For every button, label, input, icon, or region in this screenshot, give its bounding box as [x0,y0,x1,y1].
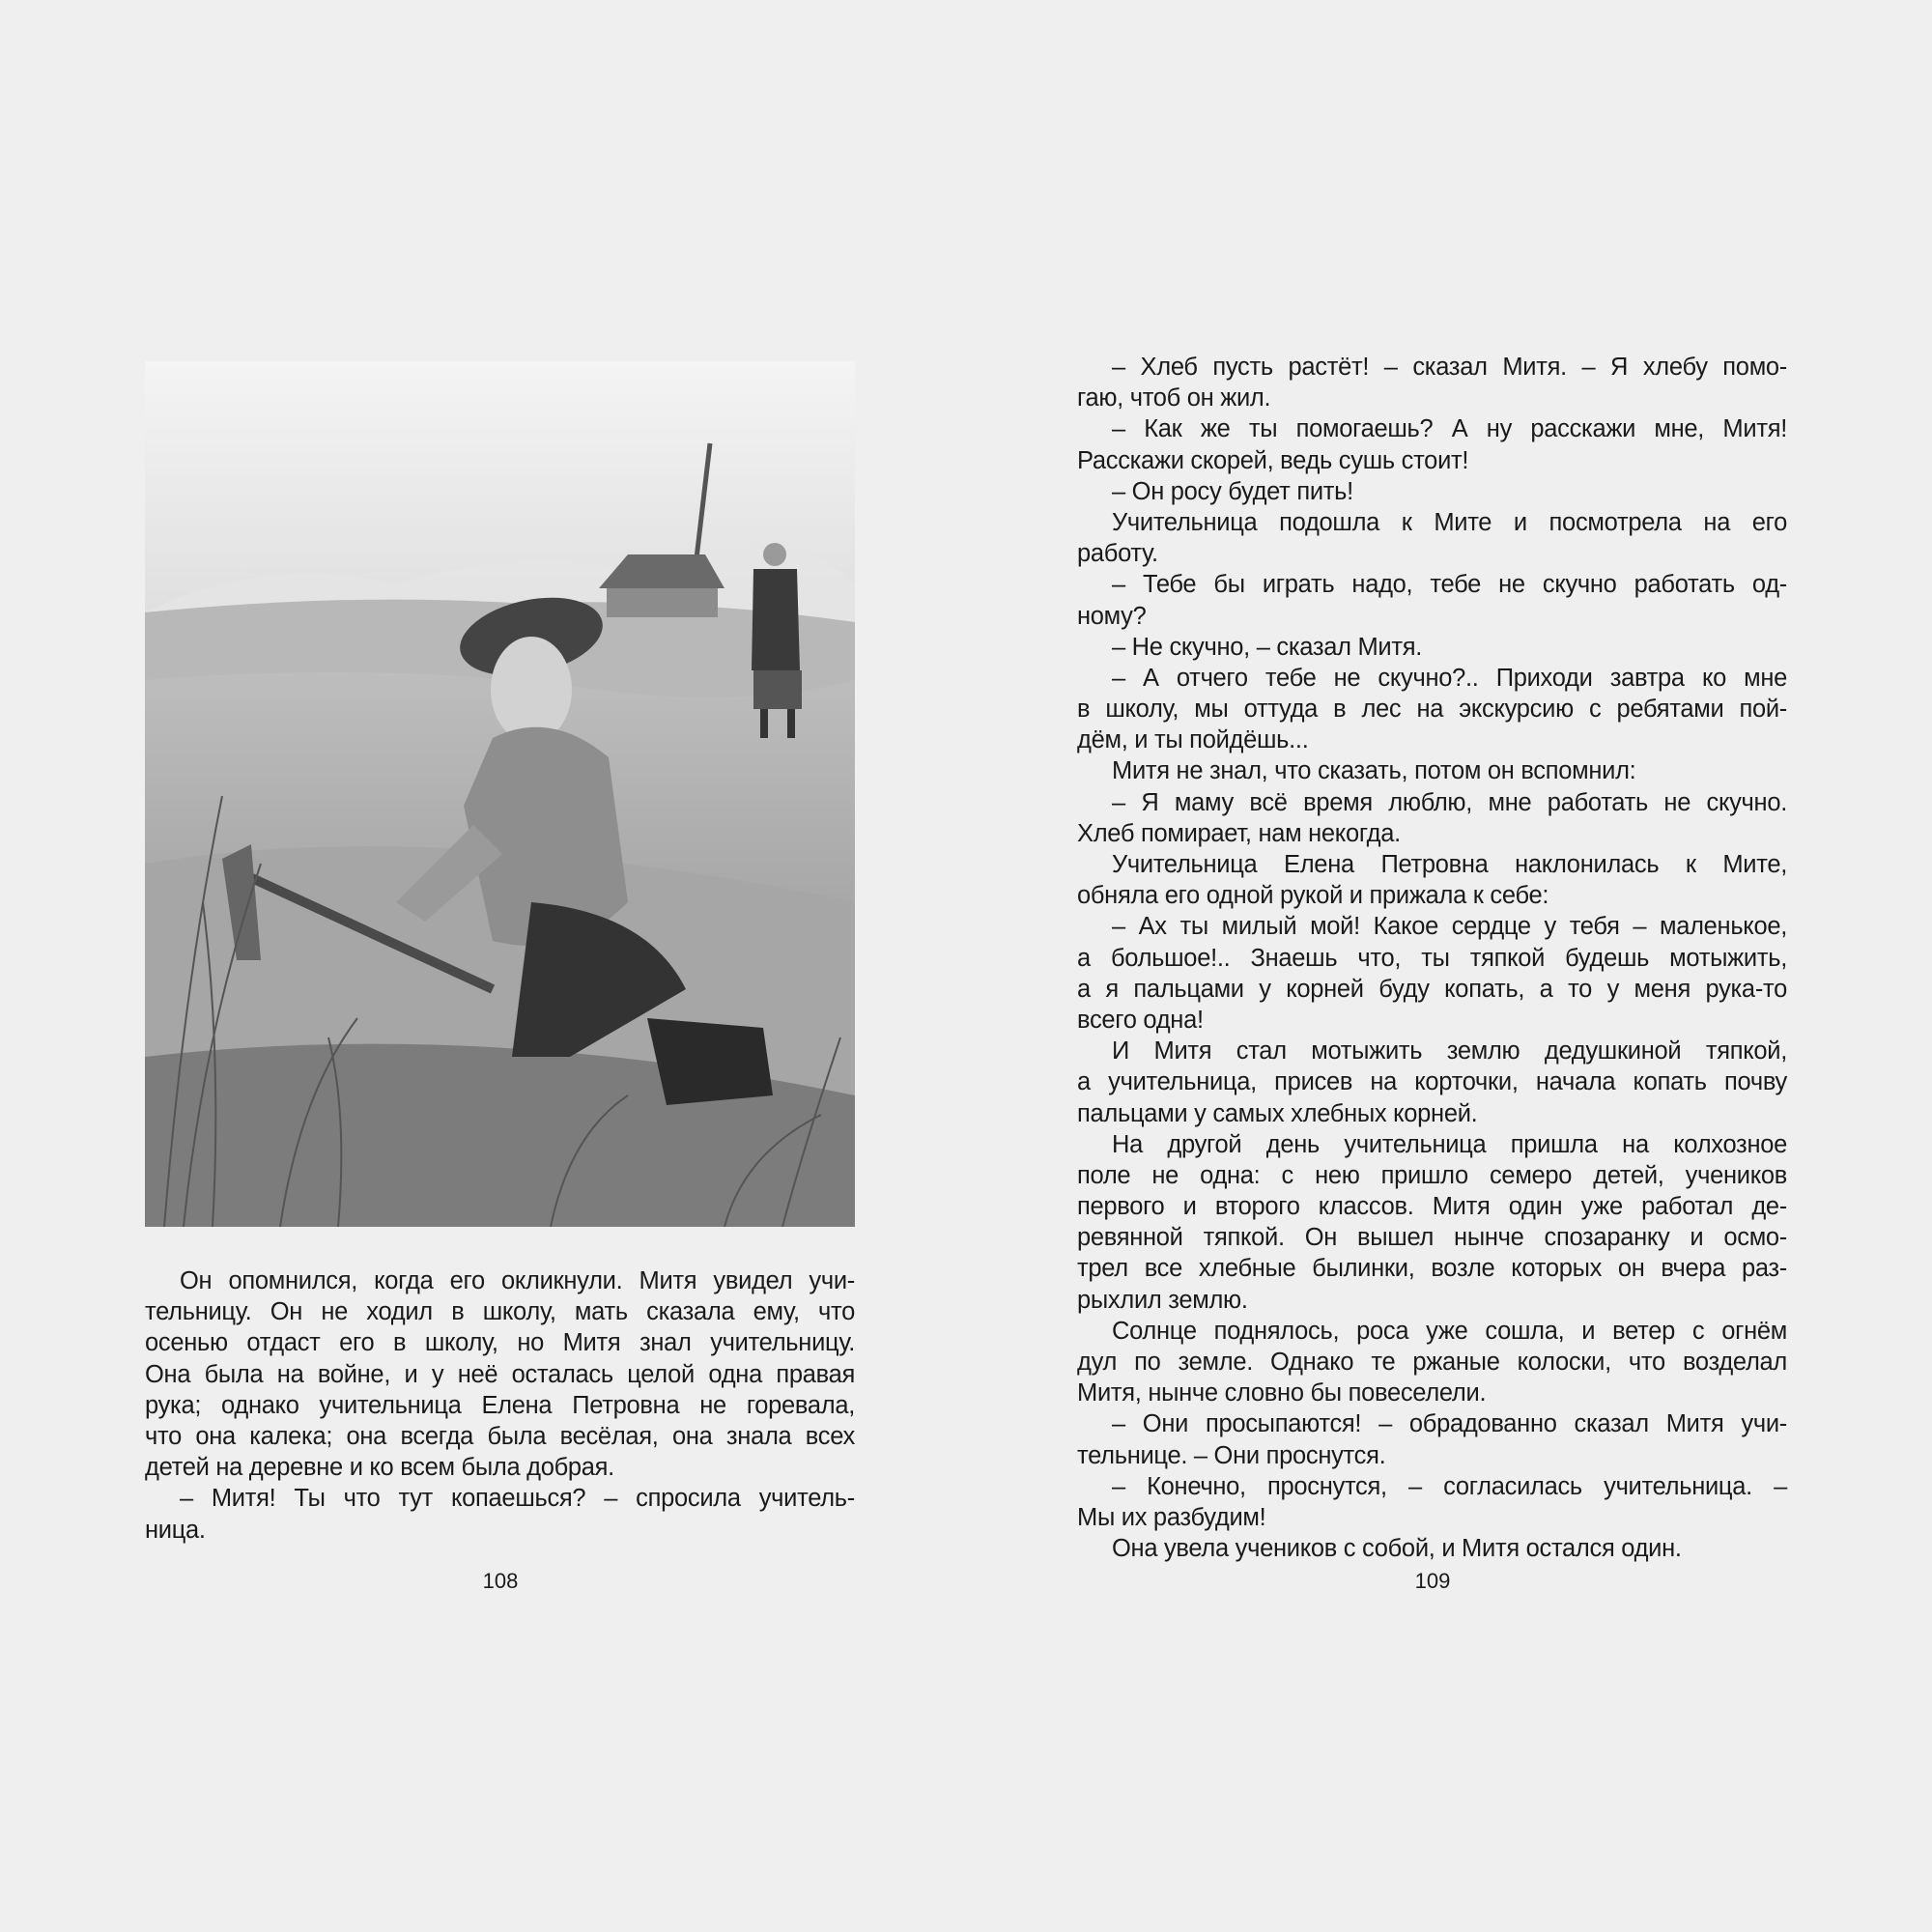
teacher-figure [752,543,802,738]
text-line: – А отчего тебе не скучно?.. Приходи завтра ко мне [1112,664,1787,692]
text-line: тельницу. Он не ходил в школу, мать сказала ему, что [145,1298,855,1326]
text-line: Расскажи скорей, ведь сушь стоит! [1077,446,1469,474]
text-line: в школу, мы оттуда в лес на экскурсию с ребятами пой- [1077,696,1787,724]
text-line: Солнце поднялось, роса уже сошла, и ветер с огнём [1112,1317,1787,1345]
text-line: Хлеб помирает, нам некогда. [1077,819,1401,847]
text-line: – Тебе бы играть надо, тебе не скучно работать од- [1112,571,1787,599]
text-line: а учительница, присев на корточки, начала копать почву [1077,1068,1787,1096]
text-line: Она увела учеников с собой, и Митя остался один. [1112,1535,1682,1563]
text-line: – Они просыпаются! – обрадованно сказал Митя учи- [1112,1410,1787,1438]
text-line: – Он росу будет пить! [1112,477,1353,505]
text-line: поле не одна: с нею пришло семеро детей, учеников [1077,1161,1787,1189]
text-line: Он опомнился, когда его окликнули. Митя увидел учи- [180,1267,855,1294]
text-line: что она калека; она всегда была весёлая, она знала всех [145,1422,855,1450]
text-line: пальцами у самых хлебных корней. [1077,1099,1478,1127]
text-line: Митя, нынче словно бы повеселели. [1077,1379,1487,1407]
text-line: Учительница подошла к Мите и посмотрела на его [1112,508,1787,536]
text-line: рука; однако учительница Елена Петровна не горевала, [145,1391,855,1419]
text-line: а я пальцами у корней буду копать, а то у меня рука-то [1077,975,1787,1003]
text-line: – Хлеб пусть растёт! – сказал Митя. – Я хлебу помо- [1112,354,1787,381]
text-line: Мы их разбудим! [1077,1503,1266,1531]
text-line: – Конечно, проснутся, – согласилась учительница. – [1112,1472,1787,1500]
text-line: – Ах ты милый мой! Какое сердце у тебя – маленькое, [1112,913,1787,941]
right-page-text [1077,352,1787,1564]
text-line: ревянной тяпкой. Он вышел нынче спозаранку и осмо- [1077,1224,1787,1252]
left-page-text [145,1265,855,1546]
text-line: рыхлил землю. [1077,1286,1248,1314]
text-line: обняла его одной рукой и прижала к себе: [1077,882,1549,910]
text-line: Митя не знал, что сказать, потом он вспомнил: [1112,757,1636,785]
text-line: Она была на войне, и у неё осталась целой одна правая [145,1360,855,1388]
text-line: всего одна! [1077,1006,1204,1034]
text-line: ница. [145,1516,206,1544]
text-line: И Митя стал мотыжить землю дедушкиной тяпкой, [1112,1037,1787,1065]
text-line: гаю, чтоб он жил. [1077,384,1271,412]
text-line: – Не скучно, – сказал Митя. [1112,633,1423,661]
text-line: – Митя! Ты что тут копаешься? – спросила учитель- [180,1485,855,1513]
text-line: а большое!.. Знаешь что, ты тяпкой будешь мотыжить, [1077,944,1787,972]
text-line: тельнице. – Они проснутся. [1077,1441,1386,1469]
text-line: Учительница Елена Петровна наклонилась к Мите, [1112,851,1787,878]
text-line: дул по земле. Однако те ржаные колоски, что возделал [1077,1349,1787,1376]
page-number-right: 109 [1414,1569,1451,1593]
page-number-left: 108 [482,1569,519,1593]
text-line: осенью отдаст его в школу, но Митя знал учительницу. [145,1329,855,1357]
text-line: работу. [1077,540,1158,568]
text-line: – Как же ты помогаешь? А ну расскажи мне, Митя! [1112,415,1787,443]
text-line: На другой день учительница пришла на колхозное [1112,1130,1787,1158]
boy-hoeing-field-illustration [145,361,855,1227]
text-line: детей на деревне и ко всем была добрая. [145,1454,614,1482]
text-line: ному? [1077,602,1147,630]
text-line: дём, и ты пойдёшь... [1077,726,1309,754]
text-line: трел все хлебные былинки, возле которых он вчера раз- [1077,1255,1787,1283]
text-line: первого и второго классов. Митя один уже работал де- [1077,1193,1787,1221]
text-line: – Я маму всё время люблю, мне работать не скучно. [1112,788,1787,816]
